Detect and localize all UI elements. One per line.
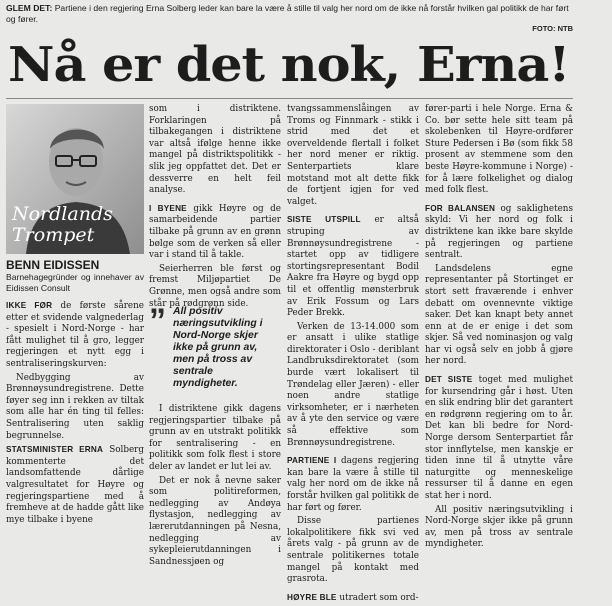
- column-4: [425, 104, 573, 553]
- paragraph-text: I distriktene gikk dagens regjeringspartier tilbake på grunn av en utstrakt politikk for sentralisering - en politikk som folk flest i store deler av landet er lut lei av.: [149, 404, 281, 473]
- paragraph-lead: DET SISTE: [425, 375, 473, 385]
- paragraph: [425, 104, 573, 197]
- paragraph: [287, 104, 419, 208]
- paragraph-text: Solberg kommenterte det landsomfattende dårlige valgresultatet for Høyre og regjeringspartiene med å fremheve at de hadde gått like mye tilbake i byene: [6, 445, 145, 525]
- paragraph: [149, 104, 281, 197]
- paragraph: [287, 455, 419, 514]
- paragraph-text: gikk Høyre og de samarbeidende partier tilbake på grunn av en grønn bølge som de verken så eller var i stand til å takle.: [149, 203, 281, 261]
- paragraph-lead: I BYENE: [149, 203, 187, 213]
- column-1: [6, 104, 144, 528]
- quote-mark-icon: ”: [149, 302, 166, 340]
- brand-line-1: Nordlands: [12, 203, 113, 225]
- paragraph-text: Nedbygging av Brønnøysundregistrene. Dette føyer seg inn i rekken av tiltak som alle har én ting til felles: Sentralisering uten saklig begrunnelse.: [6, 372, 144, 441]
- paragraph-text: fører-parti i hele Norge. Erna & Co. bør sette hele sitt team på skolebenken til Høyre-ordfører Sture Pedersen i Bø (som fikk 58 prosent av stemmene som den beste Høyre-kommune i Norge) - for å lære folkelighet og dialog med folk flest.: [425, 104, 573, 196]
- paragraph-text: toget med mulighet for kursendring går i høst. Uten en slik endring blir det garantert en rødgrønn regjering om to år. Det kan bli bedre for Nord-Norge dersom Senterpartiet får stor innflytelse, men kanskje er tiden inne til å utnytte våre naturgitte og menneskelige ressurser til å danne en egen stat her i nord.: [425, 375, 573, 501]
- paragraph-lead: PARTIENE I: [287, 456, 337, 466]
- author-name: BENN EIDISSEN: [6, 258, 100, 272]
- caption-label: GLEM DET:: [6, 3, 53, 13]
- paragraph-lead: STATSMINISTER ERNA: [6, 445, 104, 455]
- pull-quote-text: All positiv næringsutvikling i Nord-Norge skjer ikke på grunn av, men på tross av sentrale myndigheter.: [173, 306, 263, 389]
- paragraph-lead: SISTE UTSPILL: [287, 215, 361, 225]
- paragraph: [6, 300, 144, 371]
- headline: Nå er det nok, Erna!: [8, 37, 570, 93]
- paragraph: [425, 505, 573, 551]
- pull-quote: [149, 302, 279, 390]
- paragraph: [149, 203, 281, 262]
- paragraph-text: Seierherren ble først og fremst Miljøpartiet De Grønne, men også andre som står på rødgrønn side.: [149, 263, 281, 309]
- author-portrait: [6, 104, 144, 254]
- paragraph: [425, 264, 573, 368]
- paragraph-lead: IKKE FØR: [6, 301, 53, 310]
- paragraph: [287, 516, 419, 586]
- paragraph: [6, 373, 144, 443]
- column-brand: [12, 204, 113, 246]
- paragraph: [425, 374, 573, 503]
- paragraph: [149, 264, 281, 310]
- paragraph-text: de første sårene etter et svidende valgnederlag - spesielt i Nord-Norge - har fått mulighet til å gro, legger regjeringen et nytt egg i sentraliseringskurven:: [6, 301, 144, 369]
- paragraph: [149, 404, 281, 474]
- paragraph-text: tvangssammenslåingen av Troms og Finnmark - stikk i strid med det et overveldende flertall i folket her nord mener er riktig. Senterpartiets klare motstand mot alt dette fikk de fortjent igjen for ved valget.: [287, 104, 419, 207]
- paragraph-text: og saklighetens skyld: Vi her nord og folk i distriktene kan ikke bare skylde på regjeringen og partiene sentralt.: [425, 203, 573, 261]
- paragraph: [149, 476, 281, 569]
- paragraph: [6, 444, 144, 526]
- paragraph-text: utradert som ord-: [336, 592, 419, 603]
- paragraph-text: All positiv næringsutvikling i Nord-Norge skjer ikke på grunn av, men på tross av sentrale myndigheter.: [425, 504, 573, 550]
- paragraph: [287, 214, 419, 319]
- photo-caption: [6, 3, 576, 24]
- paragraph: [287, 592, 419, 605]
- photo-credit: FOTO: NTB: [532, 24, 573, 33]
- paragraph: [287, 322, 419, 450]
- caption-text: Partiene i den regjering Erna Solberg leder kan bare la være å stille til valg her nord om de ikke nå forstår hvilken gal politikk de har ført og fører.: [6, 3, 569, 24]
- paragraph: [425, 203, 573, 262]
- paragraph-text: Verken de 13-14.000 som er ansatt i ulike statlige direktorater i Oslo - deriblant Landbruksdirektoratet (som burde vært lokalisert til Trøndelag eller Jæren) - eller noen andre statlige virksomheter, er i nærheten av å yte den service og være så effektive som Brønnøysundregistrene.: [287, 321, 419, 448]
- author-role: Barnehagegründer og innehaver av Eidissen Consult: [6, 272, 144, 293]
- paragraph-text: Landsdelens egne representanter på Stortinget er stort sett fraværende i enhver debatt om ovennevnte viktige saker. Det kan knapt bety annet enn at de er enige i det som skjer. Så ved nominasjon og valg har vi også selv en jobb å gjøre her nord.: [425, 263, 573, 367]
- paragraph-text: er altså struping av Brønnøysundregistrene - startet opp av tidligere stortingsrepresentant Bodil Aakre fra Høyre og bygd opp til et offentlig mønsterbruk av Erik Fossum og Lars Peder Brekk.: [287, 215, 420, 319]
- brand-line-2: Trompet: [12, 224, 95, 246]
- paragraph-text: som i distriktene. Forklaringen på tilbakegangen i distriktene var altså ifølge henne ikke mangel på distriktspolitikk - slik jeg oppfattet det. Det er dessverre en helt feil analyse.: [149, 104, 281, 196]
- paragraph-lead: HØYRE BLE: [287, 592, 337, 602]
- header-divider: [6, 98, 573, 99]
- paragraph-lead: FOR BALANSEN: [425, 203, 496, 213]
- paragraph-text: Det er nok å nevne saker som politireformen, nedlegging av Andøya flystasjon, nedlegging av lærerutdanningen på Nesna, nedlegging av sykepleierutdanningen i Sandnessjøen og: [149, 475, 281, 567]
- paragraph-text: Disse partienes lokalpolitikere fikk svi ved årets valg - på grunn av de sentrale politikernes totale mangel på kontakt med grasrota.: [287, 516, 419, 585]
- column-3: [287, 104, 419, 606]
- paragraph-text: dagens regjering kan bare la være å stille til valg her nord om de ikke nå forstår hvilken gal politikk de har ført og fører.: [287, 456, 419, 513]
